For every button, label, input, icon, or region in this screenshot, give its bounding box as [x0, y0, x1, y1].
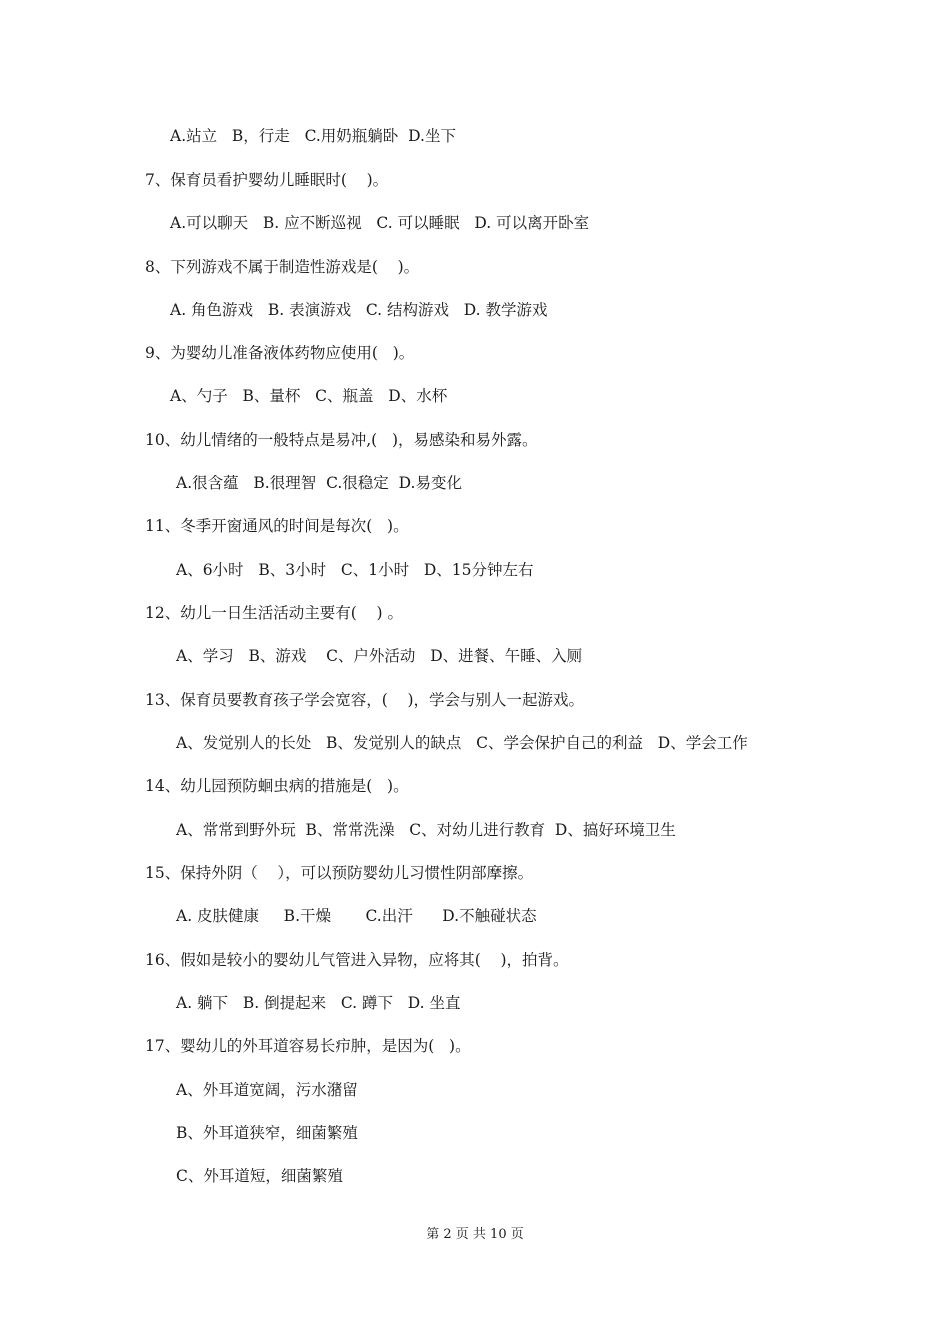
q9-options: A、勺子 B、量杯 C、瓶盖 D、水杯: [170, 387, 448, 405]
question-15: 15、保持外阴（ ），可以预防婴幼儿习惯性阴部摩擦。: [145, 864, 534, 882]
question-11: 11、冬季开窗通风的时间是每次( )。: [145, 517, 409, 535]
q15-options: A. 皮肤健康 B.干燥 C.出汗 D.不触碰状态: [176, 907, 537, 925]
question-17: 17、婴幼儿的外耳道容易长疖肿，是因为( )。: [145, 1037, 471, 1055]
page-number-footer: 第 2 页 共 10 页: [426, 1227, 524, 1242]
q6-options: A.站立 B，行走 C.用奶瓶躺卧 D.坐下: [170, 127, 456, 145]
question-8: 8、下列游戏不属于制造性游戏是( )。: [145, 258, 420, 276]
question-10: 10、幼儿情绪的一般特点是易冲,( )，易感染和易外露。: [145, 431, 538, 449]
q11-options: A、6小时 B、3小时 C、1小时 D、15分钟左右: [176, 561, 534, 579]
q17-option-b: B、外耳道狭窄，细菌繁殖: [176, 1124, 358, 1142]
q17-option-c: C、外耳道短，细菌繁殖: [176, 1167, 343, 1185]
q16-options: A. 躺下 B. 倒提起来 C. 蹲下 D. 坐直: [176, 994, 461, 1012]
question-7: 7、保育员看护婴幼儿睡眠时( )。: [145, 171, 389, 189]
q14-options: A、常常到野外玩 B、常常洗澡 C、对幼儿进行教育 D、搞好环境卫生: [176, 821, 676, 839]
question-13: 13、保育员要教育孩子学会宽容，( )，学会与别人一起游戏。: [145, 691, 585, 709]
q10-options: A.很含蕴 B.很理智 C.很稳定 D.易变化: [176, 474, 462, 492]
q13-options: A、发觉别人的长处 B、发觉别人的缺点 C、学会保护自己的利益 D、学会工作: [176, 734, 748, 752]
q7-options: A.可以聊天 B. 应不断巡视 C. 可以睡眠 D. 可以离开卧室: [170, 214, 590, 232]
question-12: 12、幼儿一日生活活动主要有( ) 。: [145, 604, 403, 622]
question-9: 9、为婴幼儿准备液体药物应使用( )。: [145, 344, 415, 362]
question-16: 16、假如是较小的婴幼儿气管进入异物，应将其( )，拍背。: [145, 951, 569, 969]
q17-option-a: A、外耳道宽阔，污水潴留: [176, 1081, 358, 1099]
question-14: 14、幼儿园预防蛔虫病的措施是( )。: [145, 777, 409, 795]
q12-options: A、学习 B、游戏 C、户外活动 D、进餐、午睡、入厕: [176, 647, 583, 665]
q8-options: A. 角色游戏 B. 表演游戏 C. 结构游戏 D. 教学游戏: [170, 301, 548, 319]
